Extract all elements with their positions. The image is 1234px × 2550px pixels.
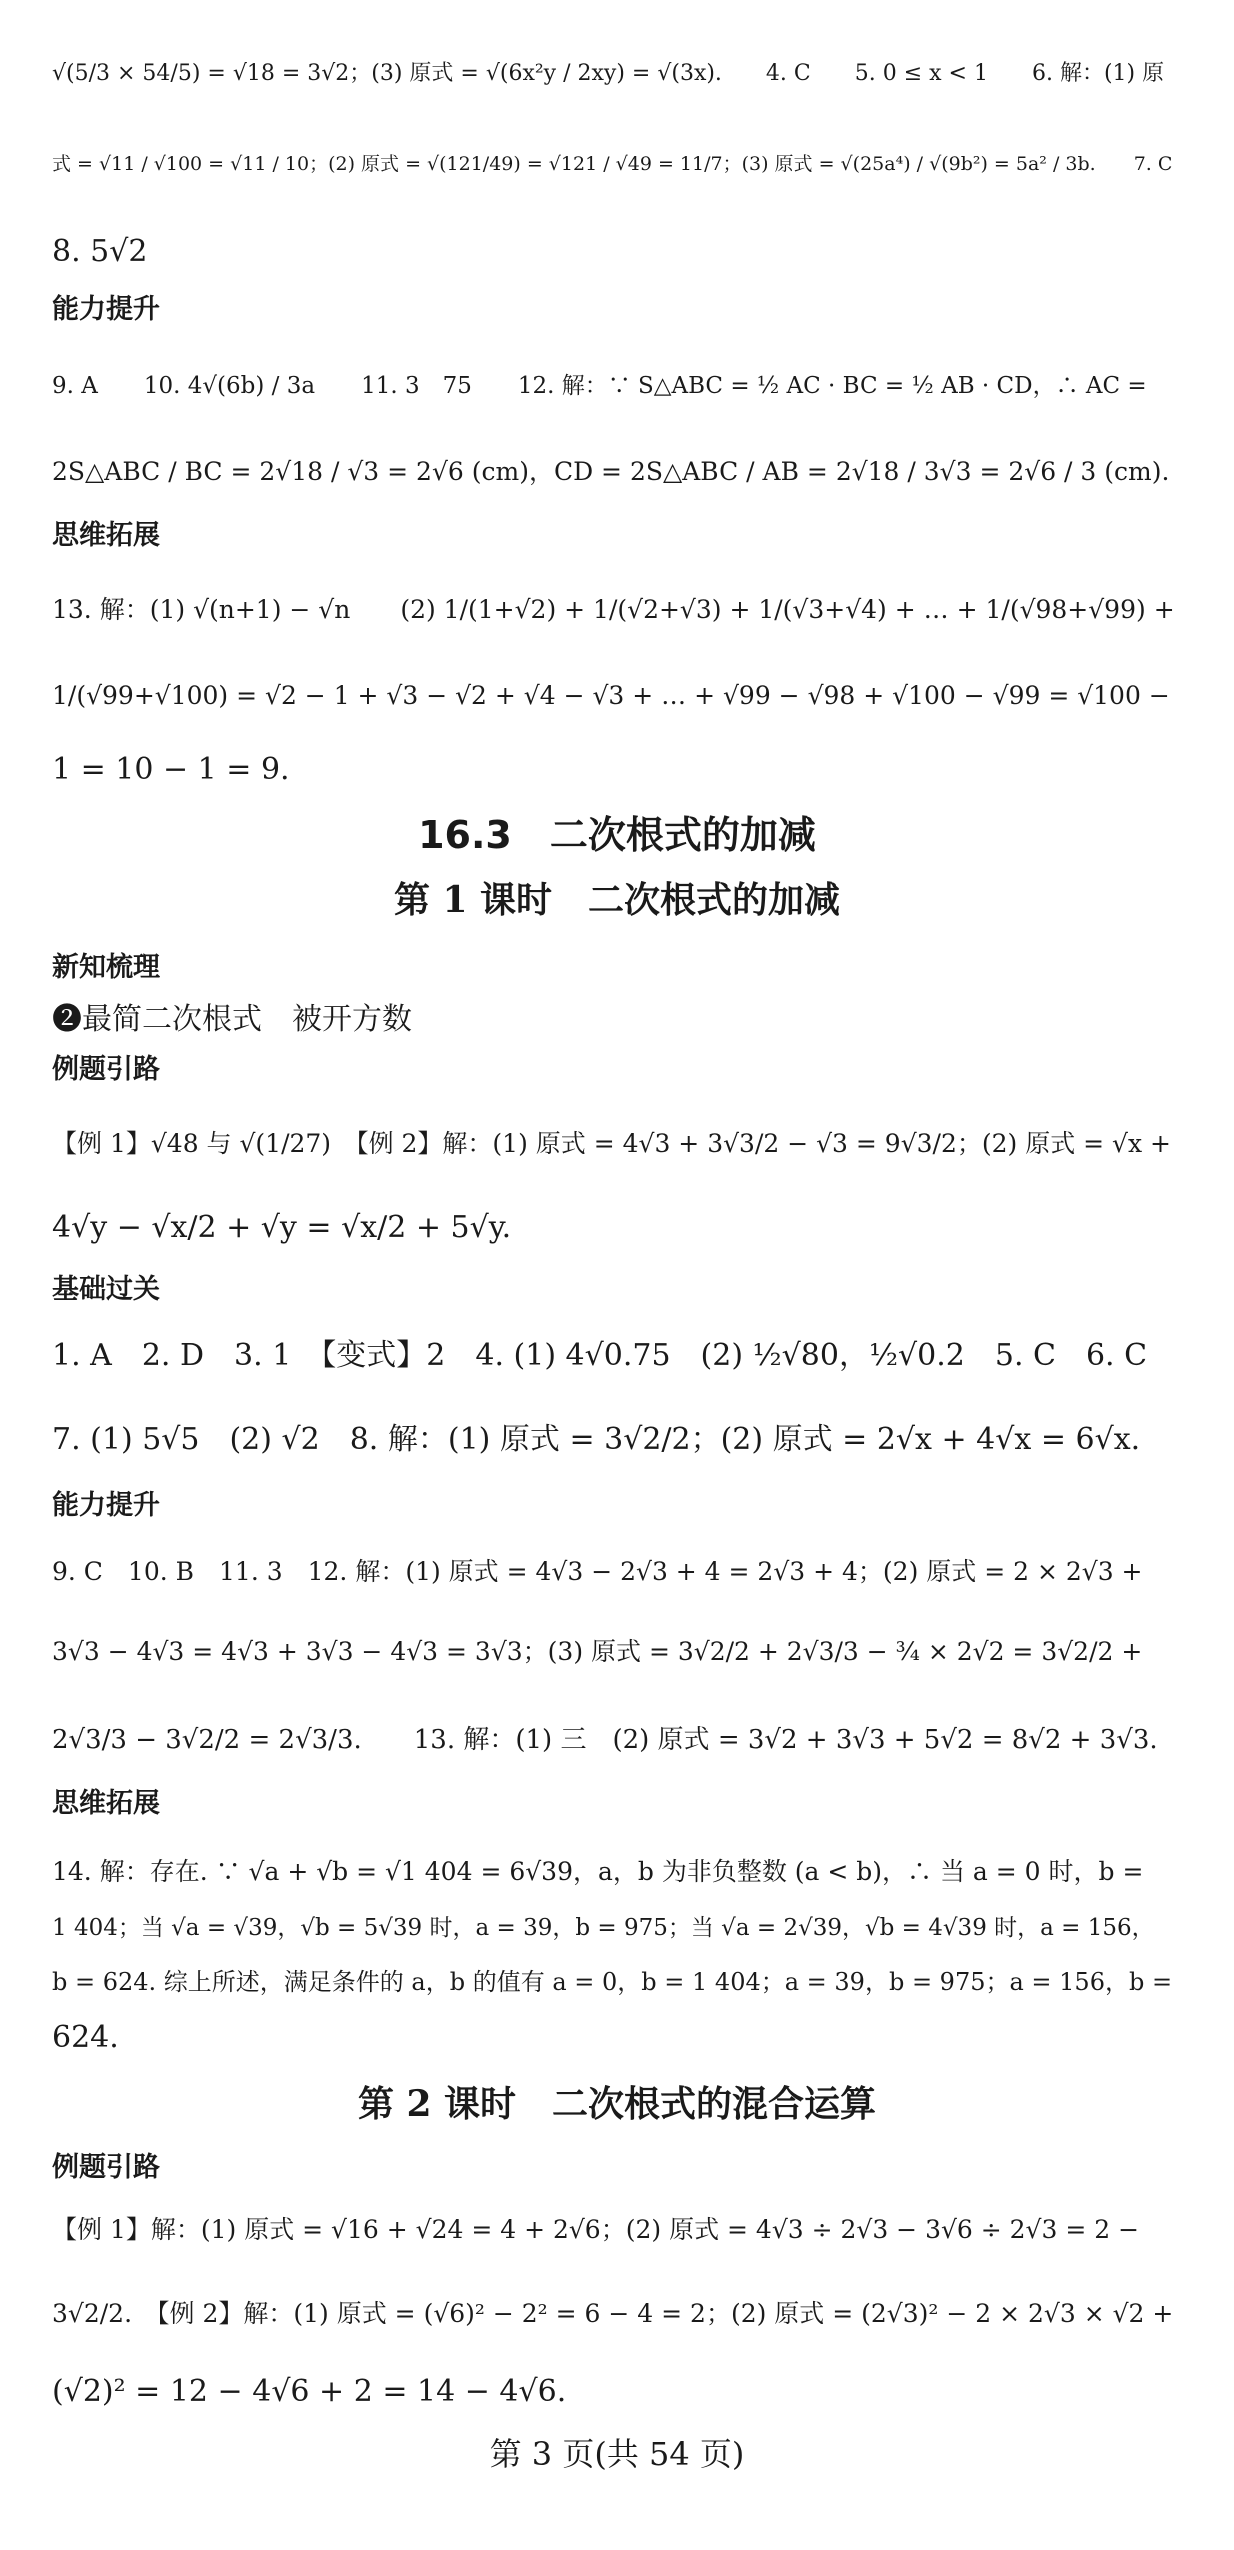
text-line: √(5/3 × 54/5) = √18 = 3√2；(3) 原式 = √(6x²y / 2xy) = √(3x). 4. C 5. 0 ≤ x < 1 6. 解：(1) 原 <box>52 61 1165 86</box>
lesson-title: 第 1 课时 二次根式的加减 <box>393 879 841 921</box>
heading-examples: 例题引路 <box>52 1054 160 1085</box>
text-line: 式 = √11 / √100 = √11 / 10；(2) 原式 = √(121/49) = √121 / √49 = 11/7；(3) 原式 = √(25a⁴) / √(9b²) = 5a² / 3b. 7. C <box>52 153 1173 175</box>
lesson-title: 第 2 课时 二次根式的混合运算 <box>357 2083 877 2125</box>
text-line: 7. (1) 5√5 (2) √2 8. 解：(1) 原式 = 3√2/2；(2) 原式 = 2√x + 4√x = 6√x. <box>52 1422 1141 1457</box>
heading-ability: 能力提升 <box>52 1490 160 1521</box>
page-footer: 第 3 页(共 54 页) <box>489 2435 745 2473</box>
text-line: 1/(√99+√100) = √2 − 1 + √3 − √2 + √4 − √3 + … + √99 − √98 + √100 − √99 = √100 − <box>52 681 1170 710</box>
heading-thinking: 思维拓展 <box>52 520 160 551</box>
text-line: 13. 解：(1) √(n+1) − √n (2) 1/(1+√2) + 1/(√2+√3) + 1/(√3+√4) + … + 1/(√98+√99) + <box>52 595 1175 624</box>
text-line: 4√y − √x/2 + √y = √x/2 + 5√y. <box>52 1210 512 1245</box>
text-line: 2√3/3 − 3√2/2 = 2√3/3. 13. 解：(1) 三 (2) 原式 = 3√2 + 3√3 + 5√2 = 8√2 + 3√3. <box>52 1725 1158 1755</box>
heading-examples: 例题引路 <box>52 2152 160 2183</box>
text-line: (√2)² = 12 − 4√6 + 2 = 14 − 4√6. <box>52 2374 567 2409</box>
heading-thinking: 思维拓展 <box>52 1788 160 1819</box>
text-line: 1 404；当 √a = √39，√b = 5√39 时，a = 39，b = 975；当 √a = 2√39，√b = 4√39 时，a = 156， <box>52 1915 1155 1941</box>
text-line: 8. 5√2 <box>52 234 148 269</box>
heading-basics: 基础过关 <box>52 1274 160 1305</box>
text-line: ❷最简二次根式 被开方数 <box>52 1002 412 1037</box>
text-line: 14. 解：存在. ∵ √a + √b = √1 404 = 6√39，a，b 为非负整数 (a < b)，∴ 当 a = 0 时，b = <box>52 1857 1144 1886</box>
text-line: 624. <box>52 2020 119 2055</box>
section-title: 16.3 二次根式的加减 <box>418 813 816 857</box>
text-line: 3√2/2. 【例 2】解：(1) 原式 = (√6)² − 2² = 6 − 4 = 2；(2) 原式 = (2√3)² − 2 × 2√3 × √2 + <box>52 2299 1174 2328</box>
text-line: 2S△ABC / BC = 2√18 / √3 = 2√6 (cm)，CD = 2S△ABC / AB = 2√18 / 3√3 = 2√6 / 3 (cm). <box>52 457 1170 486</box>
heading-ability: 能力提升 <box>52 294 160 325</box>
text-line: 1 = 10 − 1 = 9. <box>52 752 290 787</box>
text-line: 【例 1】解：(1) 原式 = √16 + √24 = 4 + 2√6；(2) 原式 = 4√3 ÷ 2√3 − 3√6 ÷ 2√3 = 2 − <box>52 2215 1140 2244</box>
text-line: 1. A 2. D 3. 1 【变式】2 4. (1) 4√0.75 (2) ½√80，½√0.2 5. C 6. C <box>52 1338 1148 1373</box>
text-line: b = 624. 综上所述，满足条件的 a，b 的值有 a = 0，b = 1 404；a = 39，b = 975；a = 156，b = <box>52 1968 1173 1996</box>
text-line: 9. A 10. 4√(6b) / 3a 11. 3 75 12. 解：∵ S△ABC = ½ AC · BC = ½ AB · CD，∴ AC = <box>52 373 1147 399</box>
text-line: 9. C 10. B 11. 3 12. 解：(1) 原式 = 4√3 − 2√3 + 4 = 2√3 + 4；(2) 原式 = 2 × 2√3 + <box>52 1557 1143 1586</box>
text-line: 3√3 − 4√3 = 4√3 + 3√3 − 4√3 = 3√3；(3) 原式 = 3√2/2 + 2√3/3 − ¾ × 2√2 = 3√2/2 + <box>52 1637 1143 1666</box>
heading-new-knowledge: 新知梳理 <box>52 952 160 983</box>
text-line: 【例 1】√48 与 √(1/27) 【例 2】解：(1) 原式 = 4√3 + 3√3/2 − √3 = 9√3/2；(2) 原式 = √x + <box>52 1129 1171 1158</box>
